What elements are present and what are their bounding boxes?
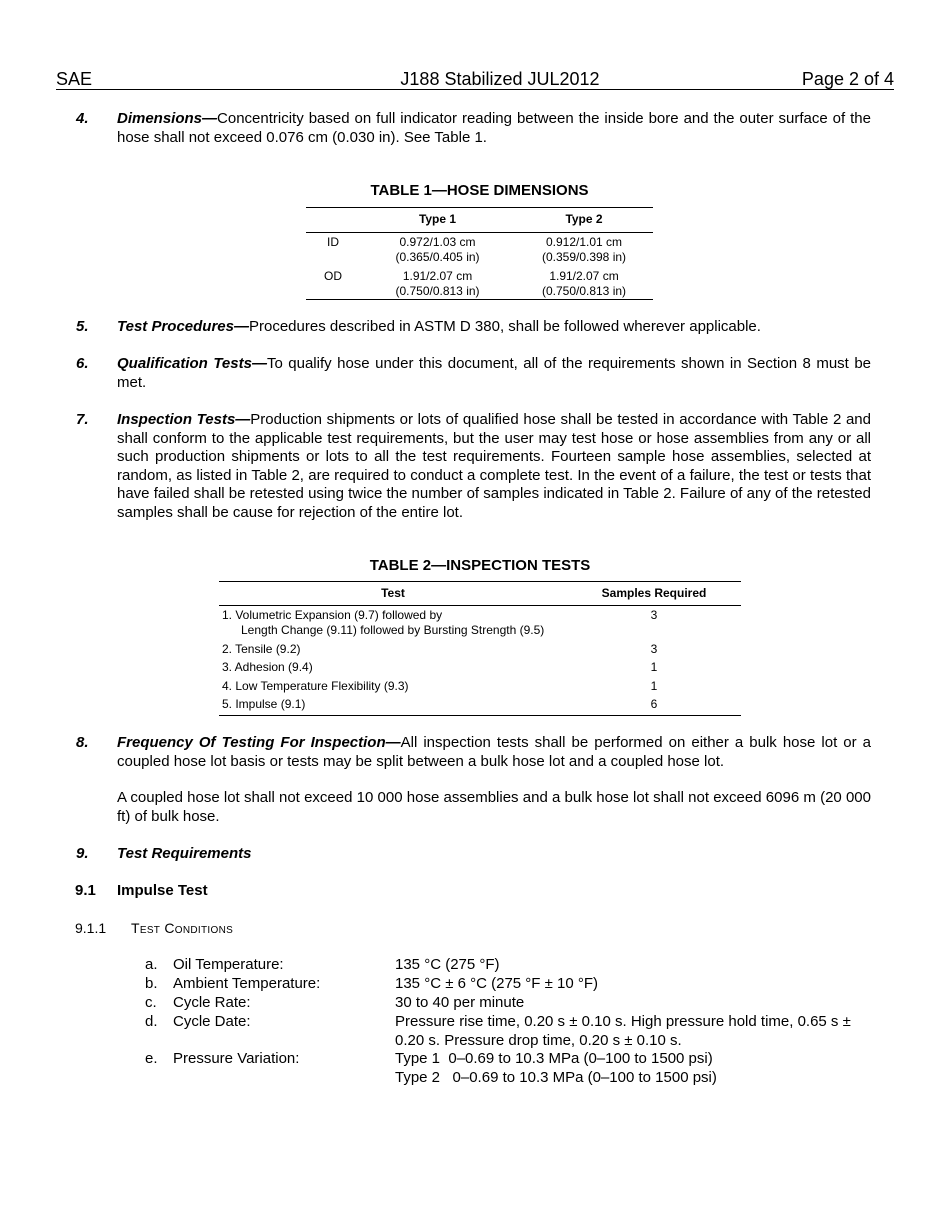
table-row [219,696,741,715]
condition-value: 135 °C (275 °F) [395,956,500,973]
condition-label: Cycle Rate: [173,994,251,1011]
table-1-row-id [306,231,653,267]
condition-value: Type 1 0–0.69 to 10.3 MPa (0–100 to 1500 psi) [395,1050,713,1067]
table-1-caption: TABLE 1—HOSE DIMENSIONS [370,182,589,199]
section-4-number: 4. [76,110,89,127]
section-4-title: Dimensions— [117,110,218,127]
table-1-header-blank [306,209,360,231]
table-1-value: 0.912/1.01 cm [545,234,623,249]
table-1-cell [515,231,653,267]
table-row [219,605,741,641]
section-9-1-number: 9.1 [75,882,96,899]
table-1-bottom-rule [306,299,653,300]
condition-value: Pressure rise time, 0.20 s ± 0.10 s. High pressure hold time, 0.65 s ± [395,1013,851,1030]
table-2-test: 1. Volumetric Expansion (9.7) followed by [222,607,443,622]
section-9-1-1-number: 9.1.1 [75,920,107,936]
table-1-row-label: OD [324,268,342,283]
section-5-number: 5. [76,318,89,335]
section-6-paragraph [117,355,871,392]
table-1-value: (0.750/0.813 in) [395,284,480,298]
condition-label: Ambient Temperature: [173,975,321,992]
table-1-value: 1.91/2.07 cm [402,268,473,283]
table-2-test: 4. Low Temperature Flexibility (9.3) [222,678,409,693]
table-2-samples: 3 [650,641,658,656]
condition-value-continued: Type 2 0–0.69 to 10.3 MPa (0–100 to 1500 psi) [395,1069,717,1086]
condition-letter: e. [145,1050,158,1067]
header-rule [56,89,894,90]
table-row [219,641,741,660]
section-4-paragraph [117,110,871,147]
table-1-value: (0.750/0.813 in) [541,284,627,298]
section-7-title: Inspection Tests— [117,411,251,428]
condition-label: Oil Temperature: [173,956,284,973]
section-6-title: Qualification Tests— [117,355,267,372]
condition-letter: c. [145,994,157,1011]
table-1-value: 1.91/2.07 cm [549,268,619,283]
condition-value: 135 °C ± 6 °C (275 °F ± 10 °F) [395,975,599,992]
table-2-header-row [219,584,741,605]
header-right: Page 2 of 4 [801,69,894,89]
table-1-value: 0.972/1.03 cm [399,234,476,249]
condition-label: Pressure Variation: [173,1050,300,1067]
table-2-header-rule [219,605,741,606]
section-8-number: 8. [76,734,89,751]
table-2-test: Length Change (9.11) followed by Bursting Strength (9.5) [241,623,545,637]
table-2 [219,584,741,715]
table-2-samples: 1 [650,678,658,693]
section-9-title: Test Requirements [117,845,252,862]
table-1-cell [515,267,653,301]
table-1 [306,209,653,301]
table-row [219,659,741,678]
table-2-header-samples: Samples Required [601,586,707,600]
table-2-test: 3. Adhesion (9.4) [222,660,313,674]
table-2-samples: 3 [650,607,658,622]
condition-value: 30 to 40 per minute [395,994,525,1011]
condition-letter: d. [145,1013,158,1030]
table-2-caption: TABLE 2—INSPECTION TESTS [369,557,591,574]
table-2-bottom-rule [219,715,741,716]
table-1-header-row [306,209,653,231]
table-1-value: (0.365/0.405 in) [395,250,480,264]
header-left: SAE [56,69,93,89]
header-center: J188 Stabilized JUL2012 [400,69,600,89]
section-5-text: Procedures described in ASTM D 380, shall be followed wherever applicable. [249,318,761,335]
condition-letter: b. [145,975,158,992]
section-7-paragraph [117,411,871,523]
section-4-text: Concentricity based on full indicator reading between the inside bore and the outer surface of the hose shall not exceed 0.076 cm (0.030 in). See Table 1. [117,110,871,146]
table-2-header-test: Test [381,586,405,600]
table-row [219,678,741,697]
table-1-cell [360,267,515,301]
table-2-test-cell [219,605,567,641]
section-8-paragraph-2: A coupled hose lot shall not exceed 10 000 hose assemblies and a bulk hose lot shall not exceed 6096 m (20 000 ft) of bulk hose. [117,789,871,825]
section-8-title: Frequency Of Testing For Inspection— [117,734,401,751]
table-2-test: 2. Tensile (9.2) [222,641,301,656]
table-1-header-type1: Type 1 [418,212,457,226]
table-1-cell [360,231,515,267]
table-1-row-od [306,267,653,301]
section-5-title: Test Procedures— [117,318,249,335]
table-1-top-rule [306,207,653,208]
section-9-1-title: Impulse Test [117,882,208,899]
table-1-header-rule [306,232,653,233]
section-8-paragraph [117,734,871,771]
section-9-number: 9. [76,845,89,862]
section-6-number: 6. [76,355,89,372]
section-7-number: 7. [76,411,89,428]
table-1-row-label: ID [327,234,339,249]
table-1-header-type2: Type 2 [565,212,603,226]
section-9-1-1-title: Test Conditions [131,920,234,936]
table-2-top-rule [219,581,741,582]
table-2-samples: 1 [650,660,658,674]
section-8-text: All inspection tests shall be performed on either a bulk hose lot or a coupled hose lot basis or tests may be split between a bulk hose lot and a coupled hose lot. [117,734,871,770]
table-2-test: 5. Impulse (9.1) [222,697,306,711]
table-1-value: (0.359/0.398 in) [541,250,627,264]
condition-letter: a. [145,956,158,973]
section-6-text: To qualify hose under this document, all of the requirements shown in Section 8 must be met. [117,355,872,391]
table-2-samples: 6 [650,697,658,711]
condition-value-continued: 0.20 s. Pressure drop time, 0.20 s ± 0.10 s. [395,1032,682,1049]
section-5-paragraph [117,318,871,337]
section-7-text: Production shipments or lots of qualified hose shall be tested in accordance with Table 2 and shall conform to the applicable test requirements, but the user may test hose or hose assemblies from any or all such production shipments or lots to all the test requirements. Fourteen sample hose assemblies, selected at random, as listed in Table 2, are required to conduct a complete test. In the event of a failure, the test or tests that have failed shall be retested using twice the number of samples indicated in Table 2. Failure of any of the retested samples shall be cause for rejection of the entire lot. [117,411,871,521]
condition-label: Cycle Date: [173,1013,251,1030]
